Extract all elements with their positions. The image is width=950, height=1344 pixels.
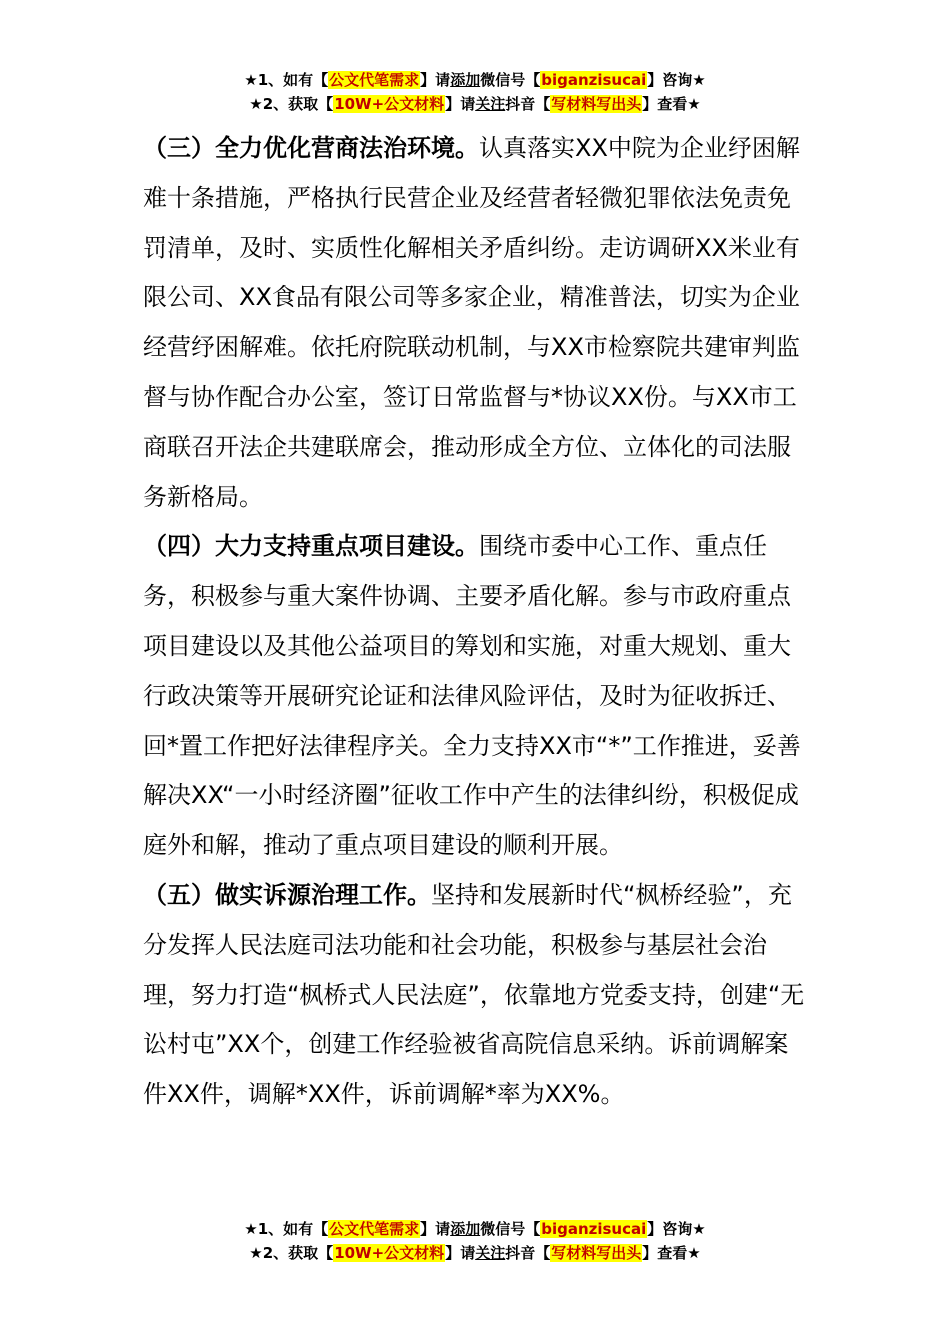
highlight-douyin: 写材料写出头 — [551, 95, 642, 113]
banner-line-2: ★2、获取【10W+公文材料】请关注抖音【写材料写出头】查看★ — [249, 95, 701, 113]
banner-line-1: ★1、如有【公文代笔需求】请添加微信号【biganzisucai】咨询★ — [244, 1220, 706, 1238]
footer-banner — [0, 1217, 950, 1265]
paragraph-heading: （四）大力支持重点项目建设。 — [143, 532, 479, 561]
paragraph-heading: （五）做实诉源治理工作。 — [143, 880, 431, 909]
header-banner — [0, 68, 950, 116]
paragraph-text: 围绕市委中心工作、重点任务，积极参与重大案件协调、主要矛盾化解。参与市政府重点项目建设以及其他公益项目的筹划和实施，对重大规划、重大行政决策等开展研究论证和法律风险评估，及时为征收拆迁、回*置工作把好法律程序关。全力支持XX市“*”工作推进，妥善解决XX“一小时经济圈”征收工作中产生的法律纠纷，积极促成庭外和解，推动了重点项目建设的顺利开展。 — [143, 532, 801, 860]
highlight-wechat-id: biganzisucai — [541, 1220, 647, 1238]
paragraph-5 — [143, 871, 811, 1120]
highlight-materials: 10W+公文材料 — [334, 1244, 445, 1262]
banner-line-2: ★2、获取【10W+公文材料】请关注抖音【写材料写出头】查看★ — [249, 1244, 701, 1262]
paragraph-3 — [143, 124, 811, 522]
paragraph-text: 认真落实XX中院为企业纾困解难十条措施，严格执行民营企业及经营者轻微犯罪依法免责免罚清单，及时、实质性化解相关矛盾纠纷。走访调研XX米业有限公司、XX食品有限公司等多家企业，精准普法，切实为企业经营纾困解难。依托府院联动机制，与XX市检察院共建审判监督与协作配合办公室，签订日常监督与*协议XX份。与XX市工商联召开法企共建联席会，推动形成全方位、立体化的司法服务新格局。 — [143, 134, 800, 511]
paragraph-text: 坚持和发展新时代“枫桥经验”，充分发挥人民法庭司法功能和社会功能，积极参与基层社会治理，努力打造“枫桥式人民法庭”，依靠地方党委支持，创建“无讼村屯”XX个，创建工作经验被省高院信息采纳。诉前调解案件XX件，调解*XX件，诉前调解*率为XX%。 — [143, 880, 805, 1109]
highlight-materials: 10W+公文材料 — [334, 95, 445, 113]
highlight-service: 公文代笔需求 — [329, 71, 420, 89]
paragraph-heading: （三）全力优化营商法治环境。 — [143, 134, 479, 162]
paragraph-4 — [143, 522, 811, 871]
highlight-wechat-id: biganzisucai — [541, 71, 647, 89]
banner-line-1: ★1、如有【公文代笔需求】请添加微信号【biganzisucai】咨询★ — [244, 71, 706, 89]
highlight-service: 公文代笔需求 — [329, 1220, 420, 1238]
document-body — [143, 124, 811, 1120]
highlight-douyin: 写材料写出头 — [551, 1244, 642, 1262]
